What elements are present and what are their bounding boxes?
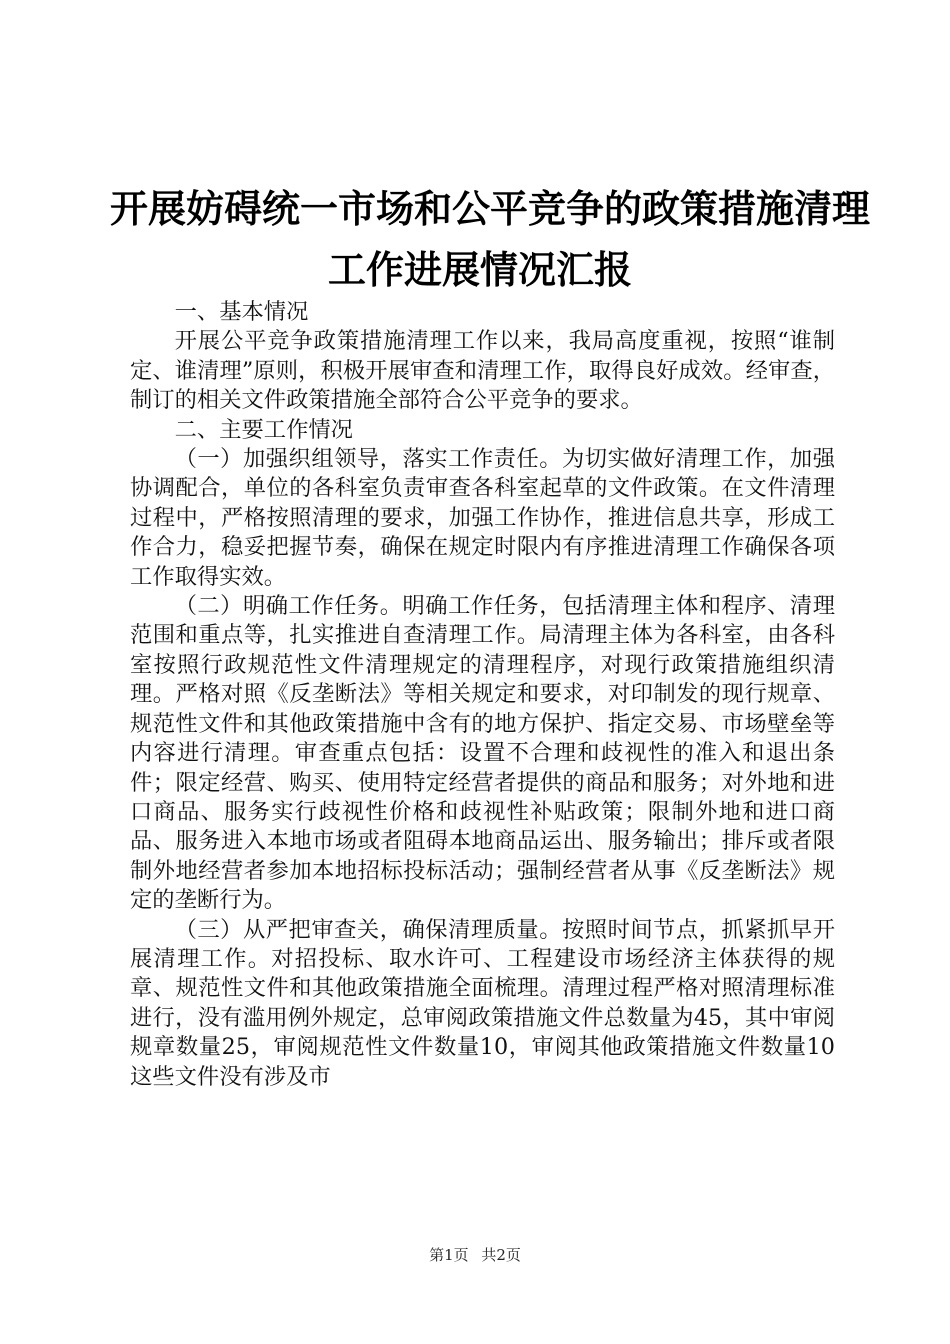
section-heading-basic: 一、基本情况 <box>174 299 309 325</box>
paragraph-work-2: （二）明确工作任务。明确工作任务，包括清理主体和程序、清理范围和重点等，扎实推进自查清理工作。局清理主体为各科室，由各科室按照行政规范性文件清理规定的清理程序，对现行政策措施组织清理。严格对照《反垄断法》等相关规定和要求，对印制发的现行规章、规范性文件和其他政策措施中含有的地方保护、指定交易、市场壁垒等内容进行清理。审查重点包括：设置不合理和歧视性的准入和退出条件；限定经营、购买、使用特定经营者提供的商品和服务；对外地和进口商品、服务实行歧视性价格和歧视性补贴政策；限制外地和进口商品、服务进入本地市场或者阻碍本地商品运出、服务输出；排斥或者限制外地经营者参加本地招标投标活动；强制经营者从事《反垄断法》规定的垄断行为。 <box>130 593 835 914</box>
paragraph-basic: 开展公平竞争政策措施清理工作以来，我局高度重视，按照“谁制定、谁清理”原则，积极开展审查和清理工作，取得良好成效。经审查，制订的相关文件政策措施全部符合公平竞争的要求。 <box>130 328 835 414</box>
document-title-line-1: 开展妨碍统一市场和公平竞争的政策措施清理 <box>110 186 871 231</box>
document-body <box>130 298 835 1092</box>
page-number-total: 共2页 <box>481 1246 521 1264</box>
page-footer <box>0 1244 950 1265</box>
section-heading-main-work: 二、主要工作情况 <box>174 416 353 443</box>
paragraph-work-3: （三）从严把审查关，确保清理质量。按照时间节点，抓紧抓早开展清理工作。对招投标、取水许可、工程建设市场经济主体获得的规章、规范性文件和其他政策措施全面梳理。清理过程严格对照清理标准进行，没有滥用例外规定，总审阅政策措施文件总数量为45，其中审阅规章数量25，审阅规范性文件数量10，审阅其他政策措施文件数量10这些文件没有涉及市 <box>130 916 835 1090</box>
page-number-current: 第1页 <box>429 1246 469 1264</box>
document-title-line-2: 工作进展情况汇报 <box>327 247 632 292</box>
paragraph-work-1: （一）加强织组领导，落实工作责任。为切实做好清理工作，加强协调配合，单位的各科室负责审查各科室起草的文件政策。在文件清理过程中，严格按照清理的要求，加强工作协作，推进信息共享，形成工作合力，稳妥把握节奏，确保在规定时限内有序推进清理工作确保各项工作取得实效。 <box>130 446 835 590</box>
